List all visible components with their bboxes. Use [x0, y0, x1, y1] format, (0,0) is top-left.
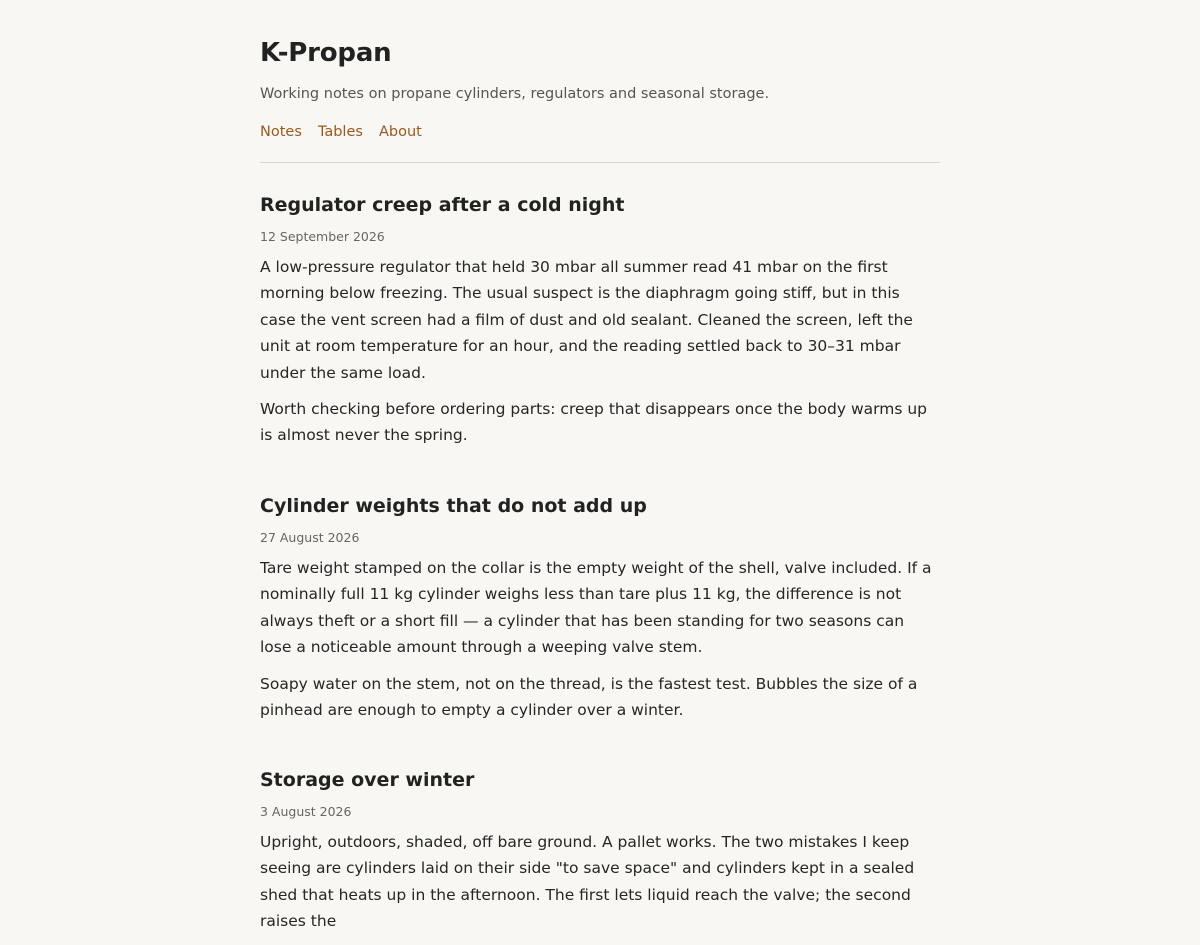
post-winter-storage	[260, 767, 940, 945]
post-body	[260, 555, 940, 723]
post-title[interactable]: Regulator creep after a cold night	[260, 194, 625, 216]
post-date: 3 August 2026	[260, 804, 352, 819]
post-paragraph: Soapy water on the stem, not on the thread, is the fastest test. Bubbles the size of a pinhead are enough to empty a cylinder over a winter.	[260, 674, 918, 720]
post-body	[260, 254, 940, 449]
post-paragraph: Upright, outdoors, shaded, off bare ground. A pallet works. The two mistakes I keep seeing are cylinders laid on their side "to save space" and cylinders kept in a sealed shed that heats up in the afternoon. The first lets liquid reach the valve; the second raises the	[260, 833, 915, 931]
post-date: 12 September 2026	[260, 229, 385, 244]
site-title[interactable]: K-Propan	[260, 38, 392, 68]
post-title[interactable]: Storage over winter	[260, 769, 475, 791]
nav-link-about[interactable]: About	[378, 124, 422, 140]
post-cylinder-weights	[260, 493, 940, 733]
header-divider	[260, 162, 940, 163]
post-regulator-creep	[260, 192, 940, 459]
post-title[interactable]: Cylinder weights that do not add up	[260, 495, 647, 517]
post-body	[260, 829, 940, 935]
main-nav	[260, 122, 422, 142]
nav-link-tables[interactable]: Tables	[317, 124, 363, 140]
post-paragraph: A low-pressure regulator that held 30 mbar all summer read 41 mbar on the first morning below freezing. The usual suspect is the diaphragm going stiff, but in this case the vent screen had a film of dust and old sealant. Cleaned the screen, left the unit at room temperature for an hour, and the reading settled back to 30–31 mbar under the same load.	[260, 258, 913, 382]
post-paragraph: Tare weight stamped on the collar is the empty weight of the shell, valve included. If a nominally full 11 kg cylinder weighs less than tare plus 11 kg, the difference is not always theft or a short fill — a cylinder that has been standing for two seasons can lose a noticeable amount through a weeping valve stem.	[260, 559, 932, 657]
nav-link-notes[interactable]: Notes	[260, 124, 302, 140]
post-date: 27 August 2026	[260, 530, 360, 545]
site-tagline: Working notes on propane cylinders, regulators and seasonal storage.	[260, 86, 770, 102]
post-paragraph: Worth checking before ordering parts: creep that disappears once the body warms up is almost never the spring.	[260, 400, 927, 445]
